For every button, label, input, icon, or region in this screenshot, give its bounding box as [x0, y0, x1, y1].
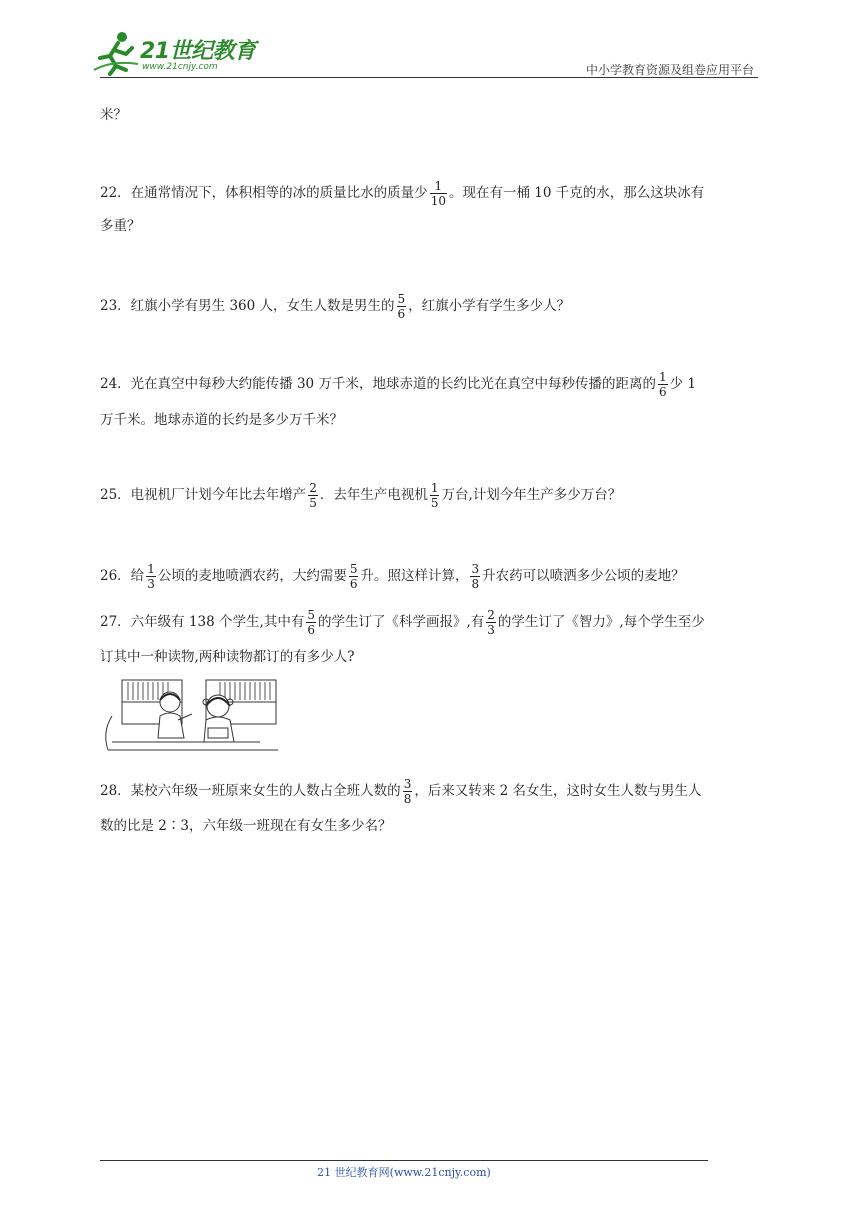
footer-divider [100, 1160, 708, 1161]
fraction-numerator: 3 [471, 562, 480, 576]
question-26-text-c: 升。照这样计算， [360, 568, 469, 584]
footer-link[interactable]: 21 世纪教育网(www.21cnjy.com) [317, 1166, 491, 1179]
fraction-numerator: 1 [147, 562, 155, 576]
logo-url: www.21cnjy.com [142, 62, 218, 72]
fraction [403, 777, 413, 806]
fraction-numerator: 1 [430, 179, 447, 194]
fraction-denominator: 8 [471, 577, 480, 591]
question-25-text-b: ．去年生产电视机 [319, 487, 428, 503]
fraction-denominator: 8 [403, 792, 412, 806]
question-22-text-a: 22．在通常情况下，体积相等的冰的质量比水的质量少 [100, 185, 428, 201]
question-27-text-a: 27．六年级有 138 个学生,其中有 [100, 614, 305, 630]
logo-text: 21世纪教育 [140, 39, 256, 64]
fraction [486, 608, 496, 637]
fraction [470, 562, 480, 591]
question-23-text-b: ，红旗小学有学生多少人？ [408, 298, 571, 314]
question-26-text-b: 公顷的麦地喷洒农药，大约需要 [157, 568, 347, 584]
question-26-text-a: 26．给 [100, 568, 145, 584]
fraction [430, 179, 447, 208]
fraction-denominator: 5 [309, 496, 317, 510]
question-27-line-2: 订其中一种读物,两种读物都订的有多少人? [100, 649, 355, 665]
fraction [308, 481, 318, 510]
fraction [430, 481, 440, 510]
question-26-text-d: 升农药可以喷洒多少公顷的麦地？ [482, 568, 685, 584]
fraction [349, 562, 359, 591]
fraction-numerator: 2 [309, 481, 317, 495]
site-logo[interactable] [92, 30, 272, 76]
platform-name: 中小学教育资源及组卷应用平台 [585, 63, 754, 77]
fraction-denominator: 10 [430, 194, 446, 208]
fraction-numerator: 1 [658, 370, 667, 384]
question-25-text-c: 万台,计划今年生产多少万台？ [441, 487, 622, 503]
question-continuation: 米？ [100, 107, 127, 123]
fraction-numerator: 5 [349, 562, 358, 576]
question-22-text-b: 。现在有一桶 10 千克的水，那么这块冰有 [448, 185, 705, 201]
question-22-line-2: 多重？ [100, 218, 141, 234]
fraction-numerator: 1 [430, 481, 439, 495]
fraction-numerator: 5 [307, 608, 315, 622]
fraction-denominator: 6 [307, 623, 315, 637]
fraction-denominator: 6 [397, 307, 406, 321]
question-24-line-2: 万千米。地球赤道的长约是多少万千米？ [100, 412, 343, 428]
runner-logo-icon [92, 30, 140, 76]
question-25-line-1 [100, 481, 766, 510]
fraction-denominator: 3 [147, 577, 155, 591]
fraction-denominator: 6 [658, 385, 667, 399]
question-24-text-a: 24．光在真空中每秒大约能传播 30 万千米，地球赤道的长约比光在真空中每秒传播的距离的 [100, 376, 656, 392]
question-27-line-1 [100, 608, 766, 637]
fraction [658, 370, 668, 399]
library-scene-icon [100, 676, 280, 756]
question-24-line-1 [100, 370, 766, 399]
page-header [0, 0, 860, 80]
fraction [146, 562, 156, 591]
question-24-text-b: 少 1 [669, 376, 696, 392]
fraction [397, 292, 407, 321]
fraction [306, 608, 316, 637]
question-27-text-b: 的学生订了《科学画报》,有 [317, 614, 485, 630]
question-23-text-a: 23．红旗小学有男生 360 人，女生人数是男生的 [100, 298, 395, 314]
question-26-line-1 [100, 562, 766, 591]
question-27-text-c: 的学生订了《智力》,每个学生至少 [497, 614, 705, 630]
question-23-line-1 [100, 292, 766, 321]
question-25-text-a: 25．电视机厂计划今年比去年增产 [100, 487, 307, 503]
question-28-line-2: 数的比是 2∶3，六年级一班现在有女生多少名？ [100, 818, 392, 834]
fraction-denominator: 6 [349, 577, 358, 591]
question-28-line-1 [100, 777, 766, 806]
question-28-text-b: ，后来又转来 2 名女生，这时女生人数与男生人 [414, 783, 702, 799]
fraction-numerator: 3 [403, 777, 412, 791]
fraction-numerator: 2 [487, 608, 495, 622]
header-divider [100, 77, 758, 78]
question-28-text-a: 28．某校六年级一班原来女生的人数占全班人数的 [100, 783, 401, 799]
fraction-denominator: 5 [430, 496, 439, 510]
question-22-line-1 [100, 179, 766, 208]
students-reading-illustration [100, 676, 280, 756]
fraction-numerator: 5 [397, 292, 406, 306]
fraction-denominator: 3 [487, 623, 495, 637]
